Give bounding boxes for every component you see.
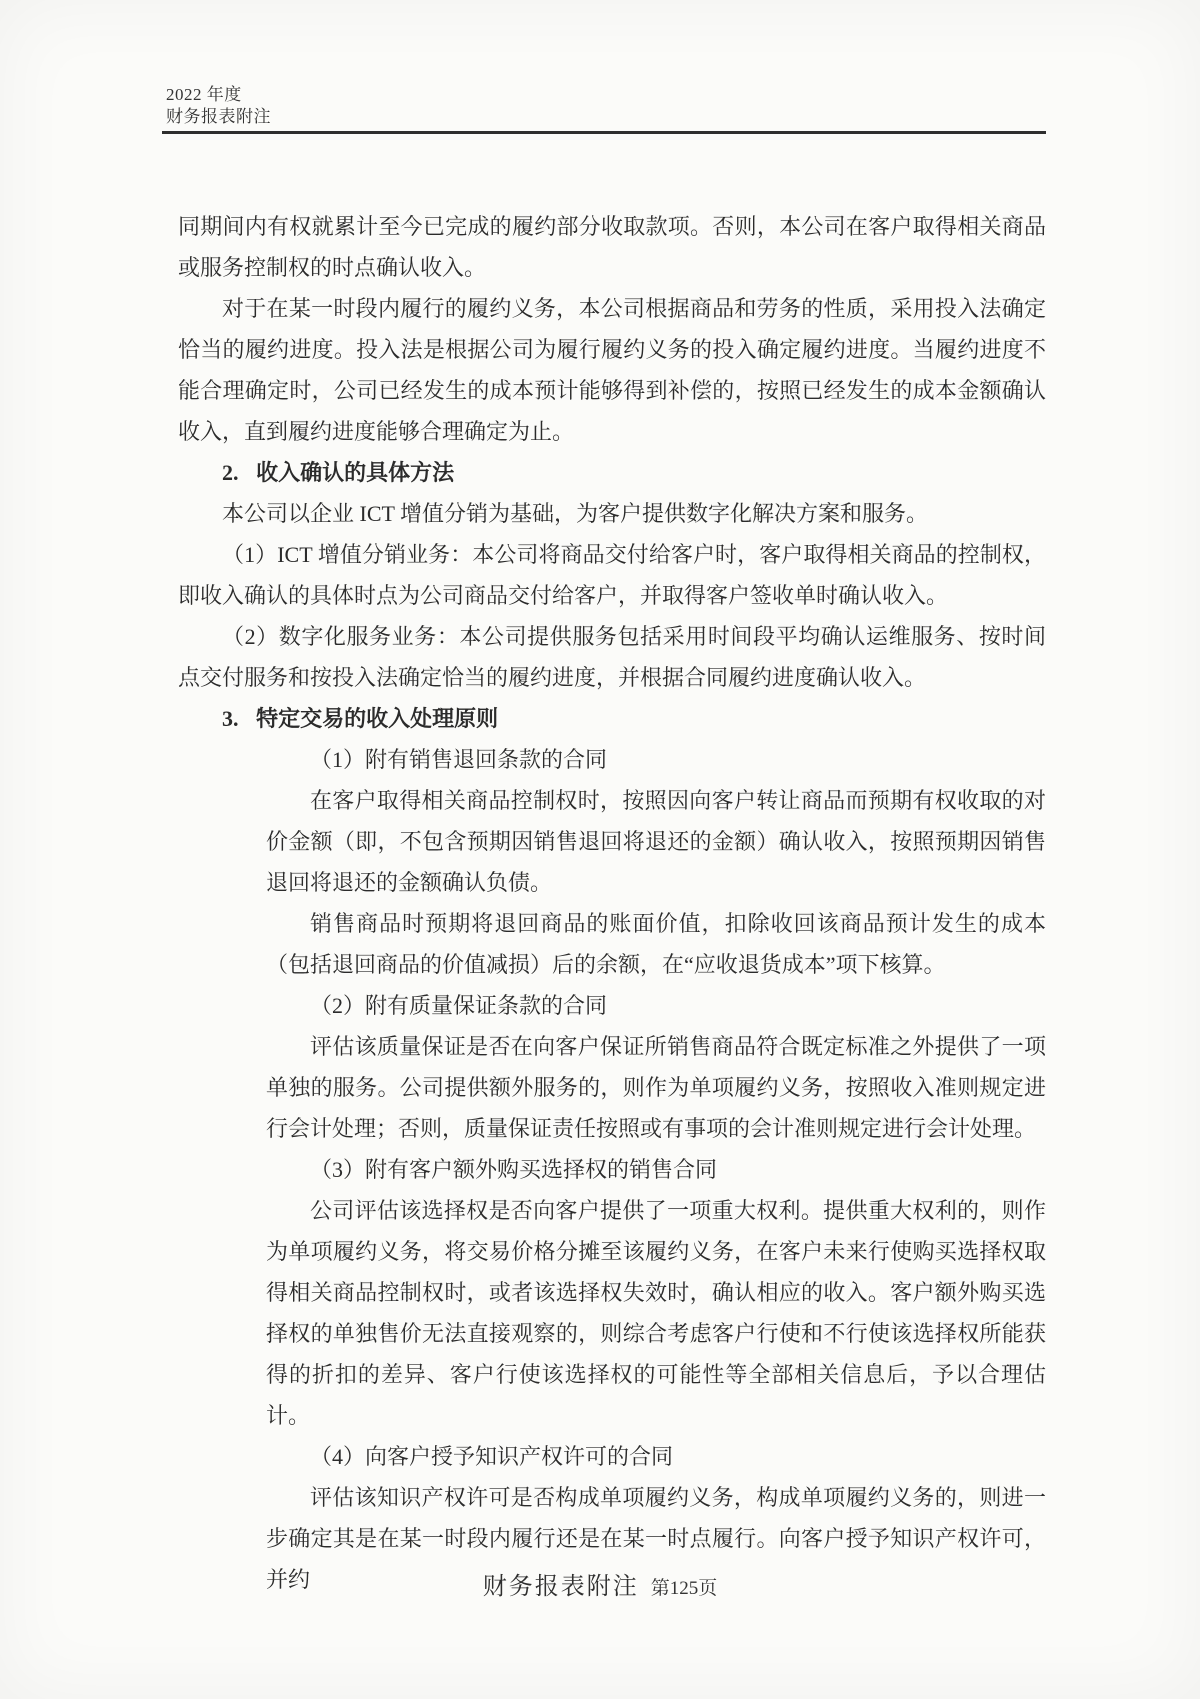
paragraph: 同期间内有权就累计至今已完成的履约部分收取款项。否则，本公司在客户取得相关商品或服务控制权的时点确认收入。 (178, 214, 1046, 280)
sub-section-heading: （2）附有质量保证条款的合同 (310, 993, 608, 1018)
page-header (166, 84, 271, 128)
header-year: 2022 年度 (166, 85, 242, 104)
paragraph: 评估该质量保证是否在向客户保证所销售商品符合既定标准之外提供了一项单独的服务。公司提供额外服务的，则作为单项履约义务，按照收入准则规定进行会计处理；否则，质量保证责任按照或有事项的会计准则规定进行会计处理。 (266, 1034, 1046, 1141)
heading-text: 特定交易的收入处理原则 (256, 706, 499, 731)
heading-number: 2. (222, 460, 239, 485)
footer-title: 财务报表附注 (482, 1574, 639, 1600)
document-body (178, 206, 1046, 1600)
sub-section-heading: （3）附有客户额外购买选择权的销售合同 (310, 1157, 718, 1182)
header-rule (162, 131, 1046, 134)
paragraph: 公司评估该选择权是否向客户提供了一项重大权利。提供重大权利的，则作为单项履约义务，将交易价格分摊至该履约义务，在客户未来行使购买选择权取得相关商品控制权时，或者该选择权失效时，确认相应的收入。客户额外购买选择权的单独售价无法直接观察的，则综合考虑客户行使和不行使该选择权所能获得的折扣的差异、客户行使该选择权的可能性等全部相关信息后，予以合理估计。 (266, 1198, 1046, 1428)
section-heading (178, 452, 1046, 493)
paragraph: （2）数字化服务业务：本公司提供服务包括采用时间段平均确认运维服务、按时间点交付服务和按投入法确定恰当的履约进度，并根据合同履约进度确认收入。 (178, 624, 1046, 690)
sub-section-heading: （1）附有销售退回条款的合同 (310, 747, 608, 772)
paragraph: 评估该知识产权许可是否构成单项履约义务，构成单项履约义务的，则进一步确定其是在某一时段内履行还是在某一时点履行。向客户授予知识产权许可，并约 (266, 1485, 1046, 1592)
paragraph: 本公司以企业 ICT 增值分销为基础，为客户提供数字化解决方案和服务。 (222, 501, 929, 526)
paragraph: 销售商品时预期将退回商品的账面价值，扣除收回该商品预计发生的成本（包括退回商品的价值减损）后的余额，在“应收退货成本”项下核算。 (266, 911, 1046, 977)
paragraph: 对于在某一时段内履行的履约义务，本公司根据商品和劳务的性质，采用投入法确定恰当的履约进度。投入法是根据公司为履行履约义务的投入确定履约进度。当履约进度不能合理确定时，公司已经发生的成本预计能够得到补偿的，按照已经发生的成本金额确认收入，直到履约进度能够合理确定为止。 (178, 296, 1046, 444)
header-doc-title: 财务报表附注 (166, 107, 271, 126)
paragraph: （1）ICT 增值分销业务：本公司将商品交付给客户时，客户取得相关商品的控制权，即收入确认的具体时点为公司商品交付给客户，并取得客户签收单时确认收入。 (178, 542, 1046, 608)
page-footer (0, 1566, 1200, 1601)
section-heading (178, 698, 1046, 739)
paragraph: 在客户取得相关商品控制权时，按照因向客户转让商品而预期有权收取的对价金额（即，不包含预期因销售退回将退还的金额）确认收入，按照预期因销售退回将退还的金额确认负债。 (266, 788, 1046, 895)
sub-section-heading: （4）向客户授予知识产权许可的合同 (310, 1444, 674, 1469)
footer-page-number: 第125页 (650, 1578, 718, 1599)
heading-number: 3. (222, 706, 239, 731)
heading-text: 收入确认的具体方法 (256, 460, 455, 485)
